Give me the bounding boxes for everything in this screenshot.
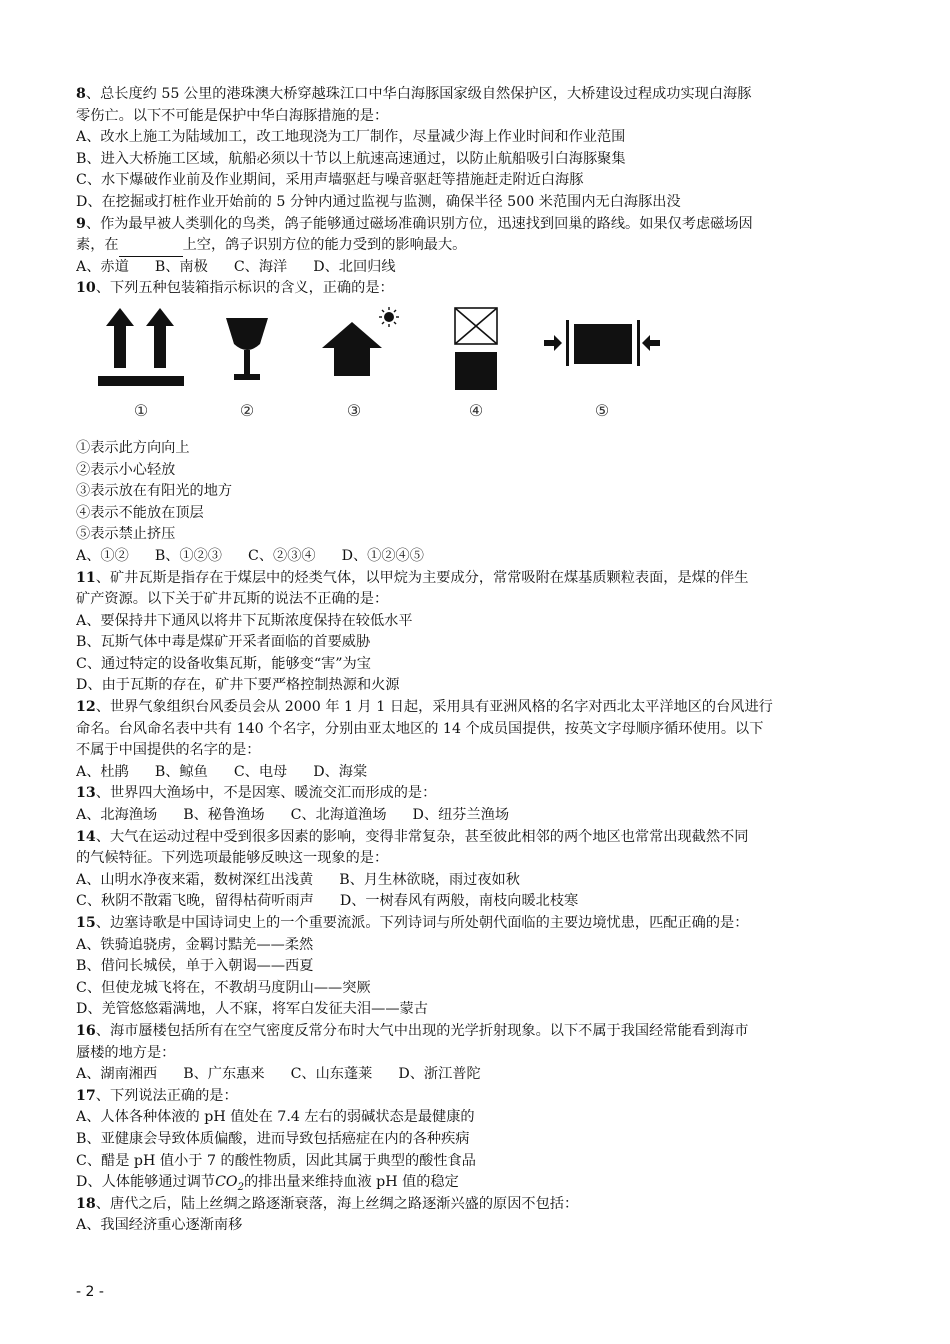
q11-stem: 、矿井瓦斯是指存在于煤层中的烃类气体，以甲烷为主要成分，常常吸附在煤基质颗粒表面，是煤的伴生 — [95, 569, 749, 586]
q12-option-d: D、海棠 — [313, 763, 368, 780]
q13-number: 13 — [76, 785, 96, 802]
q10-statement-1: ①表示此方向向上 — [76, 439, 190, 456]
q13-stem-line — [76, 783, 876, 805]
q8-option-a: A、改水上施工为陆域加工，改工地现浇为工厂制作，尽量减少海上作业时间和作业范围 — [76, 129, 626, 146]
sign-caption-5: ⑤ — [594, 400, 610, 420]
question-list — [76, 84, 876, 1237]
sign-caption-2: ② — [239, 400, 255, 420]
q8-option-b: B、进入大桥施工区域，航船必须以十节以上航速高速通过，以防止航船吸引白海豚聚集 — [76, 150, 626, 167]
q17-option-d-part1: D、人体能够通过调节 — [76, 1174, 216, 1191]
fragile-glass-icon — [222, 306, 272, 388]
q10-option-a: A、①② — [76, 547, 129, 564]
co2-formula — [215, 1174, 244, 1193]
sign-caption-1: ① — [133, 400, 149, 420]
no-stacking-icon — [446, 306, 506, 392]
q14-options-ab — [76, 870, 876, 892]
q13-option-a: A、北海渔场 — [76, 807, 158, 824]
sign-this-way-up — [96, 306, 186, 420]
q14-number: 14 — [76, 828, 96, 845]
q9-options — [76, 257, 876, 279]
q9-stem-line1 — [76, 214, 876, 236]
q10-option-b: B、①②③ — [154, 547, 222, 564]
q9-option-a: A、赤道 — [76, 258, 129, 275]
q8-stem: 、总长度约 55 公里的港珠澳大桥穿越珠江口中华白海豚国家级自然保护区，大桥建设过程成功实现白海豚 — [85, 86, 752, 102]
q15-stem: 、边塞诗歌是中国诗词史上的一个重要流派。下列诗词与所处朝代面临的主要边境忧患，匹配正确的是： — [95, 915, 749, 931]
q9-option-c: C、海洋 — [233, 258, 288, 275]
q16-option-d: D、浙江普陀 — [398, 1066, 481, 1083]
sign-sunlight — [320, 306, 400, 420]
q12-stem: 、世界气象组织台风委员会从 2000 年 1 月 1 日起，采用具有亚洲风格的名字对西北太平洋地区的台风进行 — [95, 699, 773, 716]
q12-stem-line3: 不属于中国提供的名字的是： — [76, 742, 261, 759]
q13-stem: 、世界四大渔场中，不是因寒、暖流交汇而形成的是： — [95, 785, 437, 802]
q8-number: 8 — [76, 86, 86, 102]
q9-number: 9 — [76, 215, 86, 232]
sign-caption-3: ③ — [346, 400, 362, 420]
q17-number: 17 — [76, 1087, 96, 1104]
q11-stem-line1 — [76, 568, 876, 590]
q17-option-d — [76, 1172, 876, 1194]
q16-number: 16 — [76, 1022, 96, 1039]
q11-stem-line2: 矿产资源。以下关于矿井瓦斯的说法不正确的是： — [76, 591, 389, 608]
q14-option-b: B、月生林欲晓，雨过夜如秋 — [339, 871, 520, 888]
q10-option-d: D、①②④⑤ — [341, 547, 424, 564]
q12-options — [76, 762, 876, 784]
q16-option-c: C、山东蓬莱 — [290, 1066, 373, 1083]
q12-option-c: C、电母 — [233, 763, 288, 780]
q17-option-c: C、醋是 pH 值小于 7 的酸性物质，因此其属于典型的酸性食品 — [76, 1152, 476, 1169]
q9-stem-part-b: 上空，鸽子识别方位的能力受到的影响最大。 — [182, 237, 467, 254]
sign-do-not-squeeze — [544, 306, 664, 420]
co2-subscript: 2 — [237, 1181, 244, 1193]
house-with-sun-icon — [320, 306, 400, 388]
q13-option-b: B、秘鲁渔场 — [183, 807, 265, 824]
q10-statement-4: ④表示不能放在顶层 — [76, 504, 204, 521]
q10-statement-2: ②表示小心轻放 — [76, 461, 176, 478]
q15-option-b: B、借问长城侯，单于入朝谒——西夏 — [76, 958, 314, 975]
packaging-signs-figure — [76, 306, 876, 434]
q17-option-a: A、人体各种体液的 pH 值处在 7.4 左右的弱碱状态是最健康的 — [76, 1109, 475, 1126]
q16-stem-line2: 蜃楼的地方是： — [76, 1044, 176, 1061]
q10-number: 10 — [76, 280, 96, 297]
q16-options — [76, 1064, 876, 1086]
q11-option-c: C、通过特定的设备收集瓦斯，能够变“害”为宝 — [76, 655, 371, 672]
q11-option-d: D、由于瓦斯的存在，矿井下要严格控制热源和火源 — [76, 677, 400, 694]
q18-stem-line — [76, 1194, 876, 1216]
q18-option-a: A、我国经济重心逐渐南移 — [76, 1217, 243, 1234]
q8-stem-line1 — [76, 84, 876, 106]
q9-stem-part-a: 素，在 — [76, 237, 119, 254]
q17-option-d-part2: 的排出量来维持血液 pH 值的稳定 — [243, 1174, 459, 1191]
q18-number: 18 — [76, 1195, 96, 1212]
q9-stem: 、作为最早被人类驯化的鸟类，鸽子能够通过磁场准确识别方位，迅速找到回巢的路线。如果仅考虑磁场因 — [85, 215, 753, 232]
page-number: - 2 - — [76, 1284, 104, 1300]
q14-option-c: C、秋阴不散霜飞晚，留得枯荷听雨声 — [76, 893, 314, 910]
q15-option-a: A、铁骑追骁虏，金羁讨黠羌——柔然 — [76, 936, 314, 953]
q10-option-c: C、②③④ — [248, 547, 316, 564]
q16-option-b: B、广东惠来 — [183, 1066, 265, 1083]
q16-stem-line1 — [76, 1021, 876, 1043]
q14-options-cd — [76, 891, 876, 913]
sign-caption-4: ④ — [468, 400, 484, 420]
q11-number: 11 — [76, 569, 96, 586]
q12-option-a: A、杜鹃 — [76, 763, 129, 780]
q8-option-c: C、水下爆破作业前及作业期间，采用声墙驱赶与噪音驱赶等措施赶走附近白海豚 — [76, 172, 584, 189]
q9-stem-line2 — [76, 235, 876, 257]
this-way-up-icon — [96, 306, 186, 388]
q13-options — [76, 805, 876, 827]
q13-option-d: D、纽芬兰渔场 — [412, 807, 510, 824]
q10-options — [76, 546, 876, 568]
sign-no-stacking — [446, 306, 506, 420]
q13-option-c: C、北海道渔场 — [290, 807, 387, 824]
sign-fragile — [222, 306, 272, 420]
q10-statement-5: ⑤表示禁止挤压 — [76, 526, 176, 543]
q10-stem: 、下列五种包装箱指示标识的含义，正确的是： — [95, 280, 394, 297]
q12-stem-line1 — [76, 697, 876, 719]
q17-option-b: B、亚健康会导致体质偏酸，进而导致包括癌症在内的各种疾病 — [76, 1130, 470, 1147]
q14-stem-line2: 的气候特征。下列选项最能够反映这一现象的是： — [76, 850, 389, 867]
q16-option-a: A、湖南湘西 — [76, 1066, 158, 1083]
q15-stem-line — [76, 913, 876, 935]
q10-statement-3: ③表示放在有阳光的地方 — [76, 483, 233, 500]
q15-option-d: D、羌管悠悠霜满地，人不寐，将军白发征夫泪——蒙古 — [76, 1001, 428, 1018]
q15-option-c: C、但使龙城飞将在，不教胡马度阴山——突厥 — [76, 979, 371, 996]
q17-stem-line — [76, 1086, 876, 1108]
q17-stem: 、下列说法正确的是： — [95, 1087, 238, 1104]
q16-stem: 、海市蜃楼包括所有在空气密度反常分布时大气中出现的光学折射现象。以下不属于我国经常能看到海市 — [95, 1022, 749, 1039]
q10-stem-line — [76, 278, 876, 300]
q8-stem-line2: 零伤亡。以下不可能是保护中华白海豚措施的是： — [76, 107, 389, 124]
q9-option-d: D、北回归线 — [313, 258, 396, 275]
q12-number: 12 — [76, 699, 96, 716]
q18-stem: 、唐代之后，陆上丝绸之路逐渐衰落，海上丝绸之路逐渐兴盛的原因不包括： — [95, 1195, 579, 1212]
q12-option-b: B、鲸鱼 — [154, 763, 208, 780]
q11-option-b: B、瓦斯气体中毒是煤矿开采者面临的首要威胁 — [76, 634, 371, 651]
q14-option-a: A、山明水净夜来霜，数树深红出浅黄 — [76, 871, 314, 888]
co2-symbol: CO — [215, 1174, 238, 1191]
q11-option-a: A、要保持井下通风以将井下瓦斯浓度保持在较低水平 — [76, 612, 413, 629]
q9-fill-blank — [119, 241, 183, 257]
q14-stem: 、大气在运动过程中受到很多因素的影响，变得非常复杂，甚至彼此相邻的两个地区也常常出现截然不同 — [95, 828, 749, 845]
q14-option-d: D、一树春风有两般，南枝向暖北枝寒 — [339, 893, 579, 910]
q9-option-b: B、南极 — [154, 258, 208, 275]
q14-stem-line1 — [76, 827, 876, 849]
q8-option-d: D、在挖掘或打桩作业开始前的 5 分钟内通过监视与监测，确保半径 500 米范围内无白海豚出没 — [76, 193, 681, 210]
q15-number: 15 — [76, 915, 96, 931]
q12-stem-line2: 命名。台风命名表中共有 140 个名字，分别由亚太地区的 14 个成员国提供，按英文字母顺序循环使用。以下 — [76, 720, 764, 737]
clamp-arrows-icon — [544, 306, 664, 388]
